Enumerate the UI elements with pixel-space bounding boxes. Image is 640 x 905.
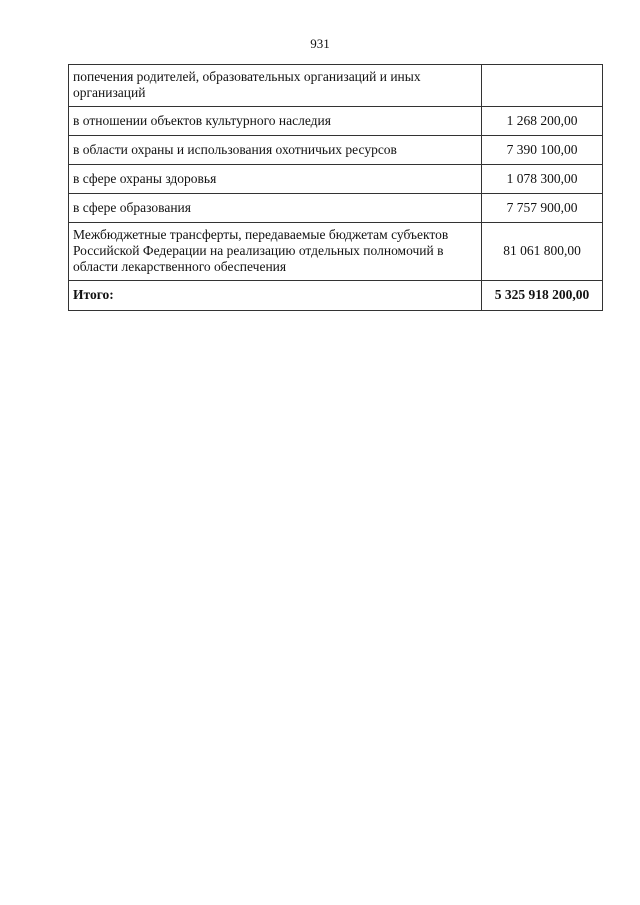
row-description: в сфере охраны здоровья — [69, 165, 482, 194]
row-description: попечения родителей, образовательных организаций и иных организаций — [69, 65, 482, 107]
table-row — [69, 65, 603, 107]
row-amount: 7 757 900,00 — [482, 194, 603, 223]
table-row — [69, 136, 603, 165]
table-row — [69, 165, 603, 194]
row-description: Межбюджетные трансферты, передаваемые бюджетам субъектов Российской Федерации на реализацию отдельных полномочий в области лекарственного обеспечения — [69, 223, 482, 281]
row-description: в области охраны и использования охотничьих ресурсов — [69, 136, 482, 165]
row-description: в сфере образования — [69, 194, 482, 223]
page-number: 931 — [310, 36, 330, 51]
row-amount: 1 078 300,00 — [482, 165, 603, 194]
table-row — [69, 223, 603, 281]
row-amount: 7 390 100,00 — [482, 136, 603, 165]
total-amount: 5 325 918 200,00 — [482, 281, 603, 311]
table-row — [69, 194, 603, 223]
total-label: Итого: — [69, 281, 482, 311]
table-row — [69, 107, 603, 136]
row-amount — [482, 65, 603, 107]
row-description: в отношении объектов культурного наследия — [69, 107, 482, 136]
total-row — [69, 281, 603, 311]
row-amount: 81 061 800,00 — [482, 223, 603, 281]
budget-table — [68, 64, 603, 311]
row-amount: 1 268 200,00 — [482, 107, 603, 136]
